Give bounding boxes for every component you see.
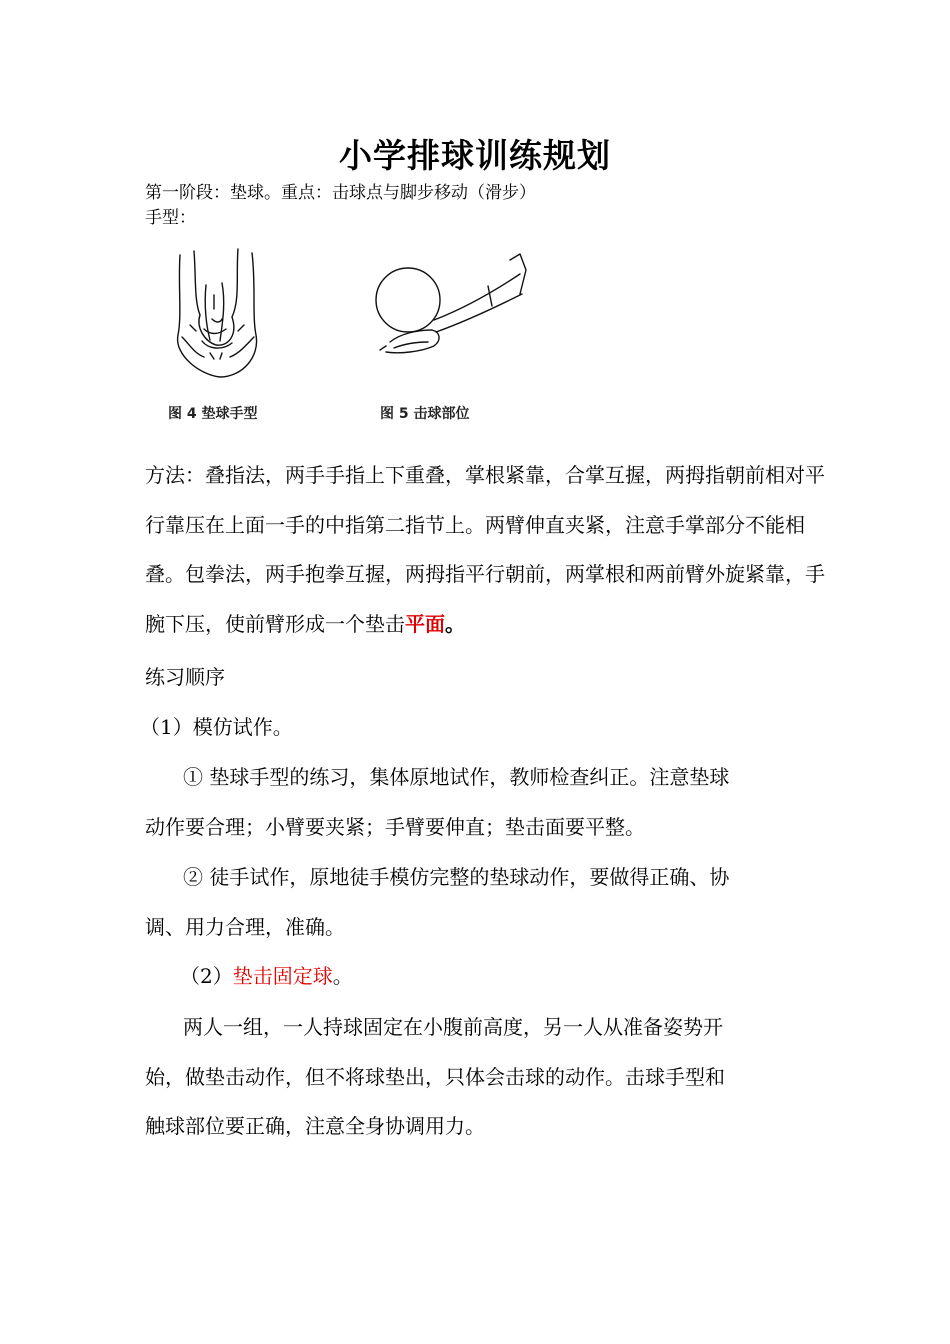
step1-item2-line1: ② 徒手试作，原地徒手模仿完整的垫球动作，要做得正确、协 xyxy=(183,865,730,889)
hand-label: 手型： xyxy=(145,208,196,228)
practice-order-heading: 练习顺序 xyxy=(145,665,225,689)
figure-4-caption: 图 4 垫球手型 xyxy=(168,406,258,422)
figure-5-caption: 图 5 击球部位 xyxy=(380,406,470,422)
page-title: 小学排球训练规划 xyxy=(339,136,611,175)
step2-line2: 始，做垫击动作，但不将球垫出，只体会击球的动作。击球手型和 xyxy=(145,1065,725,1089)
step2-heading: 垫击固定球 xyxy=(232,964,333,988)
step1-heading: （1）模仿试作。 xyxy=(140,715,293,739)
step2-suffix: 。 xyxy=(332,964,353,988)
method-highlight: 平面 xyxy=(405,611,445,636)
step2-line3: 触球部位要正确，注意全身协调用力。 xyxy=(145,1114,485,1138)
stage-line: 第一阶段：垫球。重点：击球点与脚步移动（滑步） xyxy=(145,183,536,203)
method-text: 方法：叠指法，两手手指上下重叠，掌根紧靠，合掌互握，两拇指朝前相对平行靠压在上面一手的中指第二指节上。两臂伸直夹紧，注意手掌部分不能相叠。包拳法，两手抱拳互握，两拇指平行朝前，两掌根和两前臂外旋紧靠，手腕下压，使前臂形成一个垫击 xyxy=(145,463,825,636)
step2-heading-line xyxy=(180,960,353,989)
step1-item2-line2: 调、用力合理，准确。 xyxy=(145,915,345,939)
hitting-position-illustration xyxy=(370,250,535,365)
step1-item1-line1: ① 垫球手型的练习，集体原地试作，教师检查纠正。注意垫球 xyxy=(183,765,730,789)
step2-line1: 两人一组，一人持球固定在小腹前高度，另一人从准备姿势开 xyxy=(183,1015,723,1039)
hand-shape-illustration xyxy=(160,245,270,385)
step1-item1-line2: 动作要合理；小臂要夹紧；手臂要伸直；垫击面要平整。 xyxy=(145,815,645,839)
method-end: 。 xyxy=(445,611,465,636)
step2-prefix: （2） xyxy=(180,964,233,988)
method-paragraph xyxy=(145,451,825,649)
